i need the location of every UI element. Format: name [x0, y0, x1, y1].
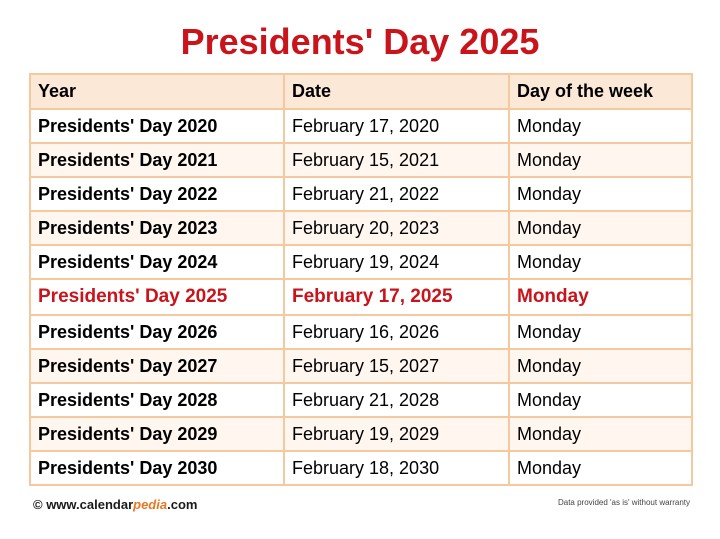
table-row-highlighted: [30, 279, 692, 315]
weekday-cell: Monday: [509, 417, 692, 451]
date-cell: February 15, 2021: [284, 143, 509, 177]
year-cell: Presidents' Day 2021: [30, 143, 284, 177]
disclaimer-text: Data provided 'as is' without warranty: [557, 498, 690, 507]
year-cell: Presidents' Day 2020: [30, 109, 284, 143]
date-cell: February 21, 2022: [284, 177, 509, 211]
year-cell: Presidents' Day 2023: [30, 211, 284, 245]
table-row: [30, 109, 692, 143]
date-cell: February 18, 2030: [284, 451, 509, 485]
weekday-cell: Monday: [509, 315, 692, 349]
weekday-cell: Monday: [509, 279, 692, 315]
date-cell: February 17, 2025: [284, 279, 509, 315]
table-row: [30, 417, 692, 451]
weekday-cell: Monday: [509, 349, 692, 383]
column-header-date: Date: [284, 74, 509, 109]
year-cell: Presidents' Day 2024: [30, 245, 284, 279]
date-cell: February 15, 2027: [284, 349, 509, 383]
weekday-cell: Monday: [509, 211, 692, 245]
weekday-cell: Monday: [509, 143, 692, 177]
table-header-row: [30, 74, 692, 109]
weekday-cell: Monday: [509, 245, 692, 279]
table-row: [30, 451, 692, 485]
table-row: [30, 177, 692, 211]
table-row: [30, 245, 692, 279]
page-title: Presidents' Day 2025: [180, 21, 540, 62]
site-credit: [33, 497, 197, 513]
date-cell: February 20, 2023: [284, 211, 509, 245]
weekday-cell: Monday: [509, 109, 692, 143]
year-cell: Presidents' Day 2027: [30, 349, 284, 383]
column-header-weekday: Day of the week: [509, 74, 692, 109]
site-credit-prefix: © www.calendar: [33, 497, 134, 512]
site-credit-suffix: .com: [167, 497, 198, 512]
table-row: [30, 315, 692, 349]
year-cell: Presidents' Day 2029: [30, 417, 284, 451]
year-cell: Presidents' Day 2028: [30, 383, 284, 417]
date-cell: February 21, 2028: [284, 383, 509, 417]
date-cell: February 19, 2024: [284, 245, 509, 279]
table-body: [30, 109, 692, 485]
table-row: [30, 143, 692, 177]
weekday-cell: Monday: [509, 177, 692, 211]
table-row: [30, 211, 692, 245]
table-row: [30, 349, 692, 383]
column-header-year: Year: [30, 74, 284, 109]
date-cell: February 19, 2029: [284, 417, 509, 451]
year-cell: Presidents' Day 2025: [30, 279, 284, 315]
year-cell: Presidents' Day 2022: [30, 177, 284, 211]
weekday-cell: Monday: [509, 383, 692, 417]
table-row: [30, 383, 692, 417]
date-cell: February 16, 2026: [284, 315, 509, 349]
year-cell: Presidents' Day 2026: [30, 315, 284, 349]
site-credit-brand: pedia: [133, 497, 168, 512]
presidents-day-table: [29, 73, 693, 486]
year-cell: Presidents' Day 2030: [30, 451, 284, 485]
weekday-cell: Monday: [509, 451, 692, 485]
date-cell: February 17, 2020: [284, 109, 509, 143]
